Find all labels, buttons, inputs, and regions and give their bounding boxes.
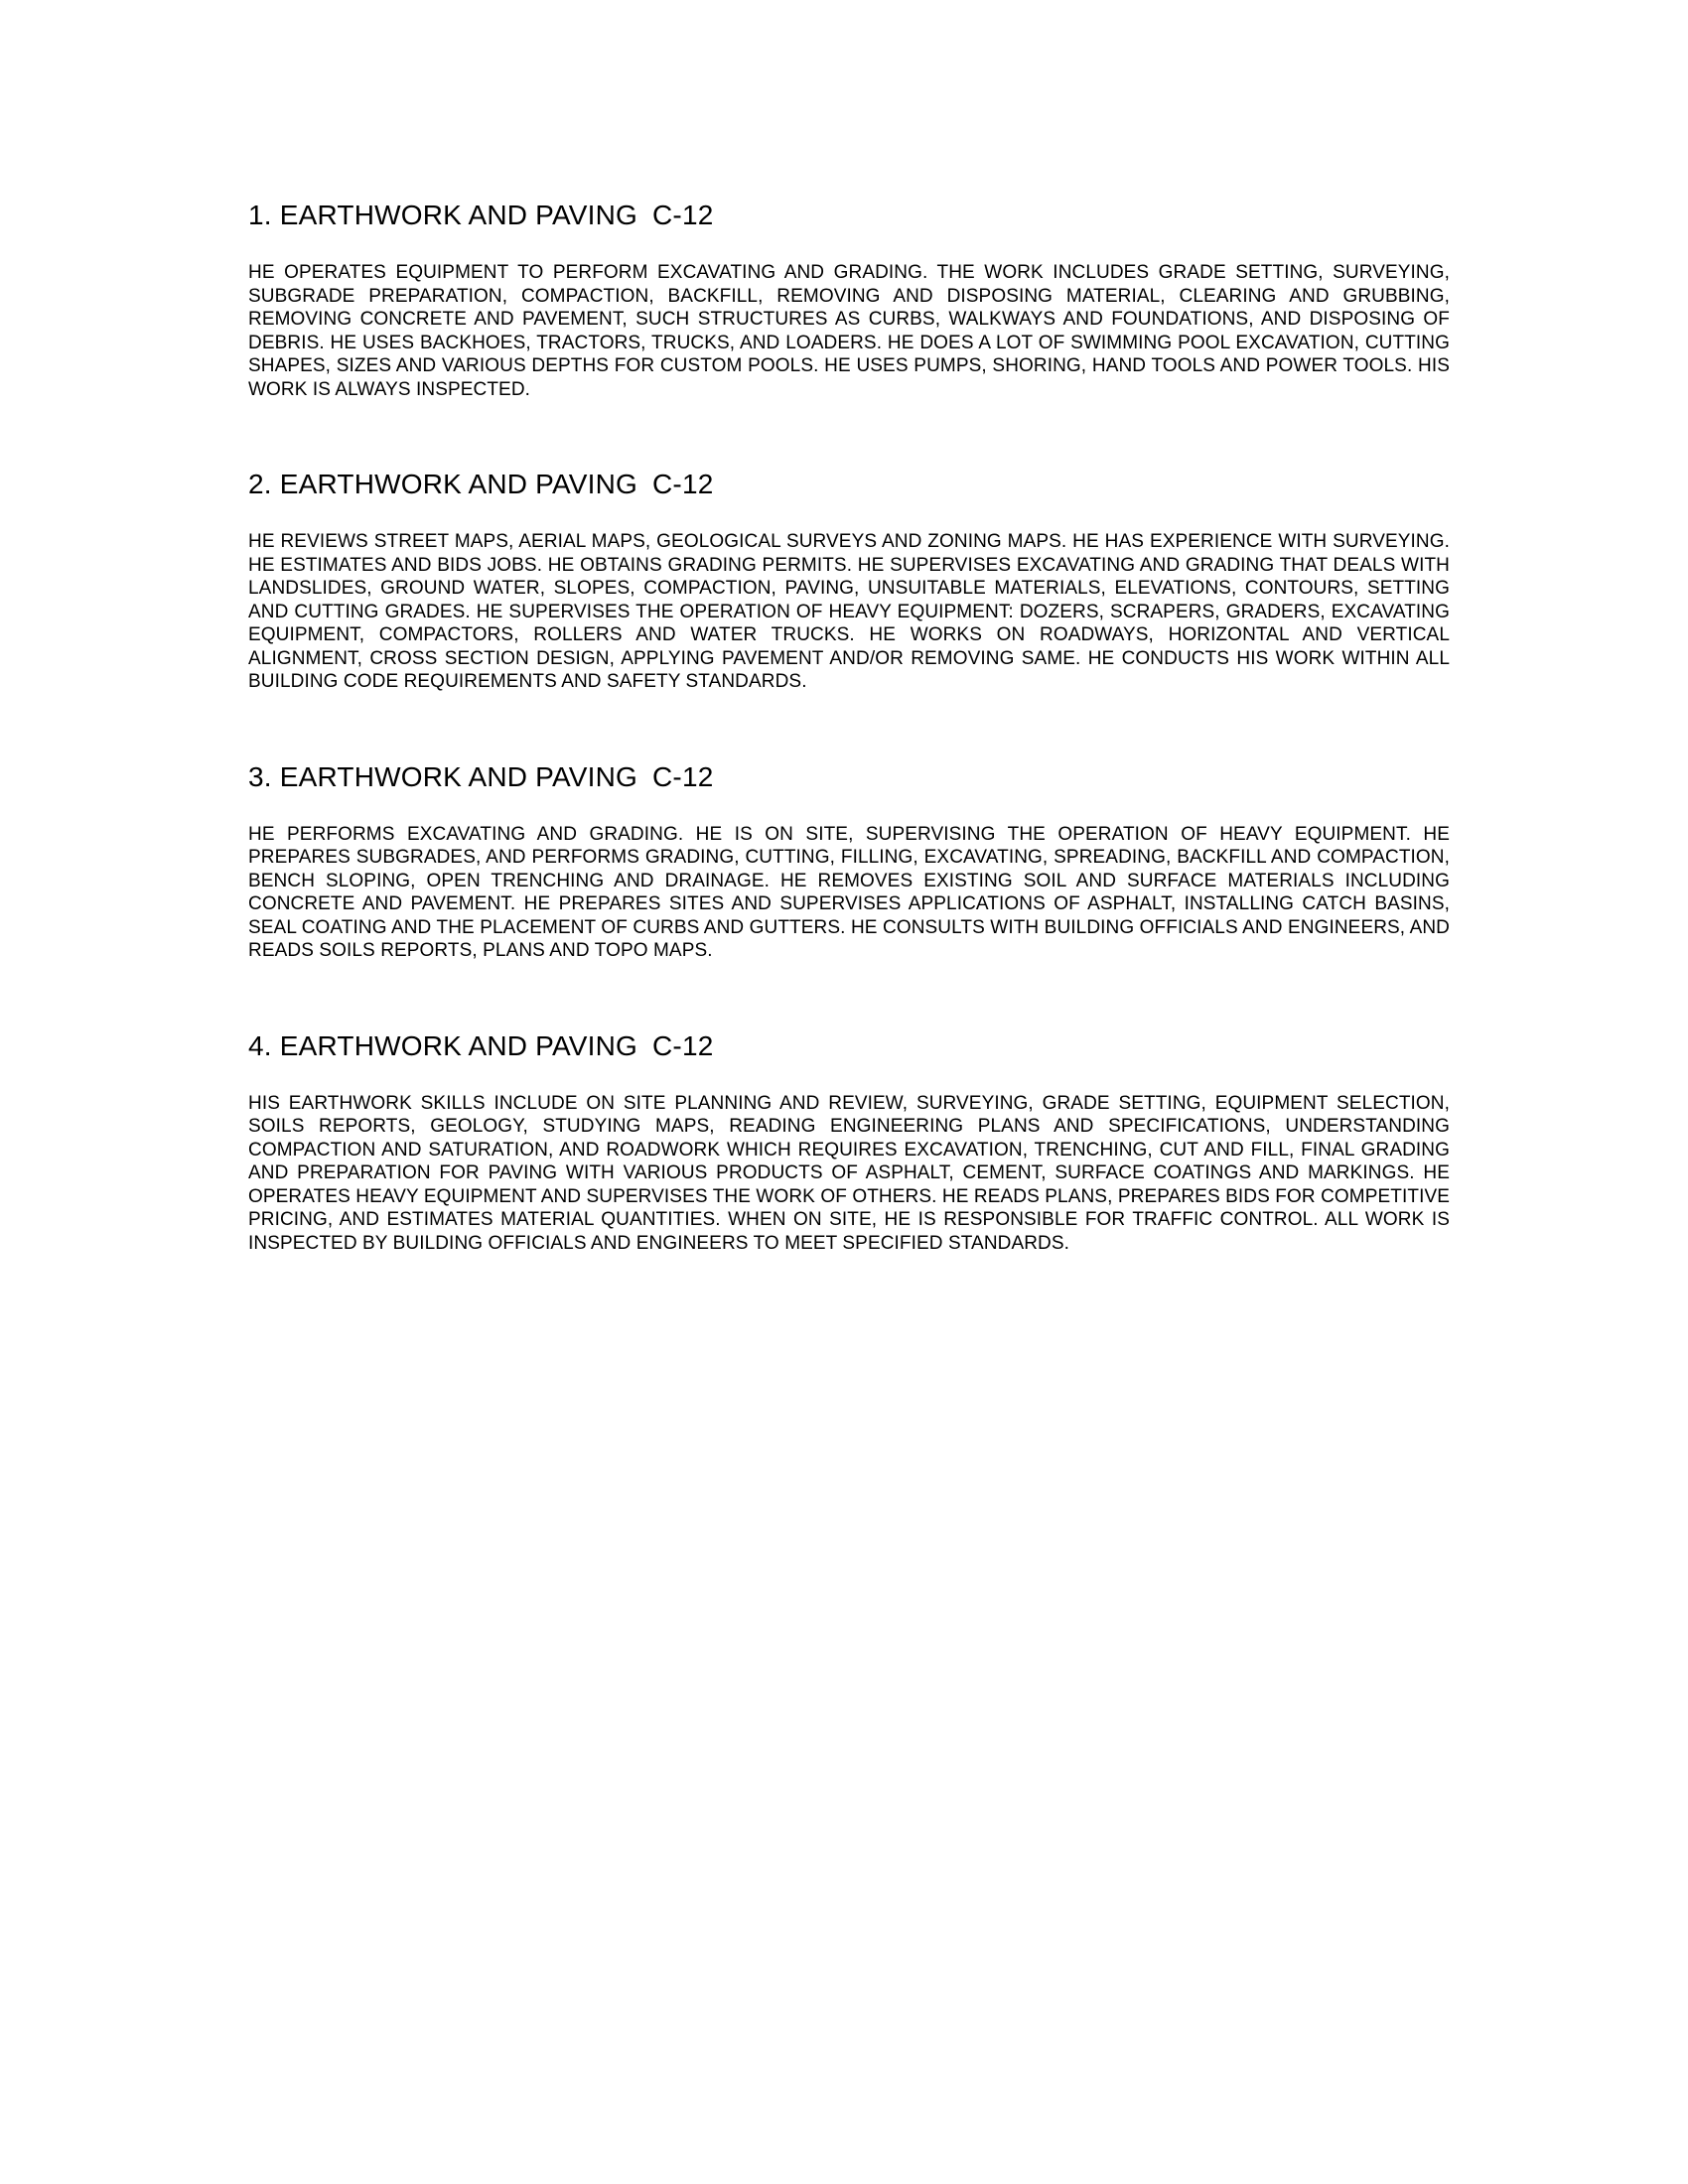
section-2-heading-title: 2. EARTHWORK AND PAVING [248, 469, 638, 499]
section-2-heading-code: C-12 [652, 469, 714, 499]
section-2-heading [248, 468, 1450, 500]
section-4-heading [248, 1029, 1450, 1062]
document-content [248, 199, 1450, 1321]
section-3-heading-title: 3. EARTHWORK AND PAVING [248, 760, 638, 792]
section-4-earthwork-and-paving [248, 1029, 1450, 1256]
section-1-heading-code: C-12 [652, 200, 714, 230]
section-3-heading-code: C-12 [652, 760, 714, 792]
section-1-heading-title: 1. EARTHWORK AND PAVING [248, 200, 638, 230]
section-1-paragraph: HE OPERATES EQUIPMENT TO PERFORM EXCAVATING AND GRADING. THE WORK INCLUDES GRADE SETTING, SURVEYING, SUBGRADE PREPARATION, COMPACTION, BACKFILL, REMOVING AND DISPOSING MATERIAL, CLEARING AND GRUBBING, REMOVING CONCRETE AND PAVEMENT, SUCH STRUCTURES AS CURBS, WALKWAYS AND FOUNDATIONS, AND DISPOSING OF DEBRIS. HE USES BACKHOES, TRACTORS, TRUCKS, AND LOADERS. HE DOES A LOT OF SWIMMING POOL EXCAVATION, CUTTING SHAPES, SIZES AND VARIOUS DEPTHS FOR CUSTOM POOLS. HE USES PUMPS, SHORING, HAND TOOLS AND POWER TOOLS. HIS WORK IS ALWAYS INSPECTED. [248, 262, 1450, 400]
section-3-earthwork-and-paving [248, 760, 1450, 963]
section-1-heading [248, 199, 1450, 231]
section-3-heading [248, 760, 1450, 793]
section-4-paragraph: HIS EARTHWORK SKILLS INCLUDE ON SITE PLANNING AND REVIEW, SURVEYING, GRADE SETTING, EQUIPMENT SELECTION, SOILS REPORTS, GEOLOGY, STUDYING MAPS, READING ENGINEERING PLANS AND SPECIFICATIONS, UNDERSTANDING COMPACTION AND SATURATION, AND ROADWORK WHICH REQUIRES EXCAVATION, TRENCHING, CUT AND FILL, FINAL GRADING AND PREPARATION FOR PAVING WITH VARIOUS PRODUCTS OF ASPHALT, CEMENT, SURFACE COATINGS AND MARKINGS. HE OPERATES HEAVY EQUIPMENT AND SUPERVISES THE WORK OF OTHERS. HE READS PLANS, PREPARES BIDS FOR COMPETITIVE PRICING, AND ESTIMATES MATERIAL QUANTITIES. WHEN ON SITE, HE IS RESPONSIBLE FOR TRAFFIC CONTROL. ALL WORK IS INSPECTED BY BUILDING OFFICIALS AND ENGINEERS TO MEET SPECIFIED STANDARDS. [248, 1092, 1450, 1254]
section-1-earthwork-and-paving [248, 199, 1450, 401]
section-4-heading-code: C-12 [652, 1029, 714, 1061]
section-3-paragraph: HE PERFORMS EXCAVATING AND GRADING. HE IS ON SITE, SUPERVISING THE OPERATION OF HEAVY EQUIPMENT. HE PREPARES SUBGRADES, AND PERFORMS GRADING, CUTTING, FILLING, EXCAVATING, SPREADING, BACKFILL AND COMPACTION, BENCH SLOPING, OPEN TRENCHING AND DRAINAGE. HE REMOVES EXISTING SOIL AND SURFACE MATERIALS INCLUDING CONCRETE AND PAVEMENT. HE PREPARES SITES AND SUPERVISES APPLICATIONS OF ASPHALT, INSTALLING CATCH BASINS, SEAL COATING AND THE PLACEMENT OF CURBS AND GUTTERS. HE CONSULTS WITH BUILDING OFFICIALS AND ENGINEERS, AND READS SOILS REPORTS, PLANS AND TOPO MAPS. [248, 823, 1450, 961]
section-2-paragraph: HE REVIEWS STREET MAPS, AERIAL MAPS, GEOLOGICAL SURVEYS AND ZONING MAPS. HE HAS EXPERIENCE WITH SURVEYING. HE ESTIMATES AND BIDS JOBS. HE OBTAINS GRADING PERMITS. HE SUPERVISES EXCAVATING AND GRADING THAT DEALS WITH LANDSLIDES, GROUND WATER, SLOPES, COMPACTION, PAVING, UNSUITABLE MATERIALS, ELEVATIONS, CONTOURS, SETTING AND CUTTING GRADES. HE SUPERVISES THE OPERATION OF HEAVY EQUIPMENT: DOZERS, SCRAPERS, GRADERS, EXCAVATING EQUIPMENT, COMPACTORS, ROLLERS AND WATER TRUCKS. HE WORKS ON ROADWAYS, HORIZONTAL AND VERTICAL ALIGNMENT, CROSS SECTION DESIGN, APPLYING PAVEMENT AND/OR REMOVING SAME. HE CONDUCTS HIS WORK WITHIN ALL BUILDING CODE REQUIREMENTS AND SAFETY STANDARDS. [248, 531, 1450, 692]
section-4-heading-title: 4. EARTHWORK AND PAVING [248, 1029, 638, 1061]
section-2-earthwork-and-paving [248, 468, 1450, 694]
